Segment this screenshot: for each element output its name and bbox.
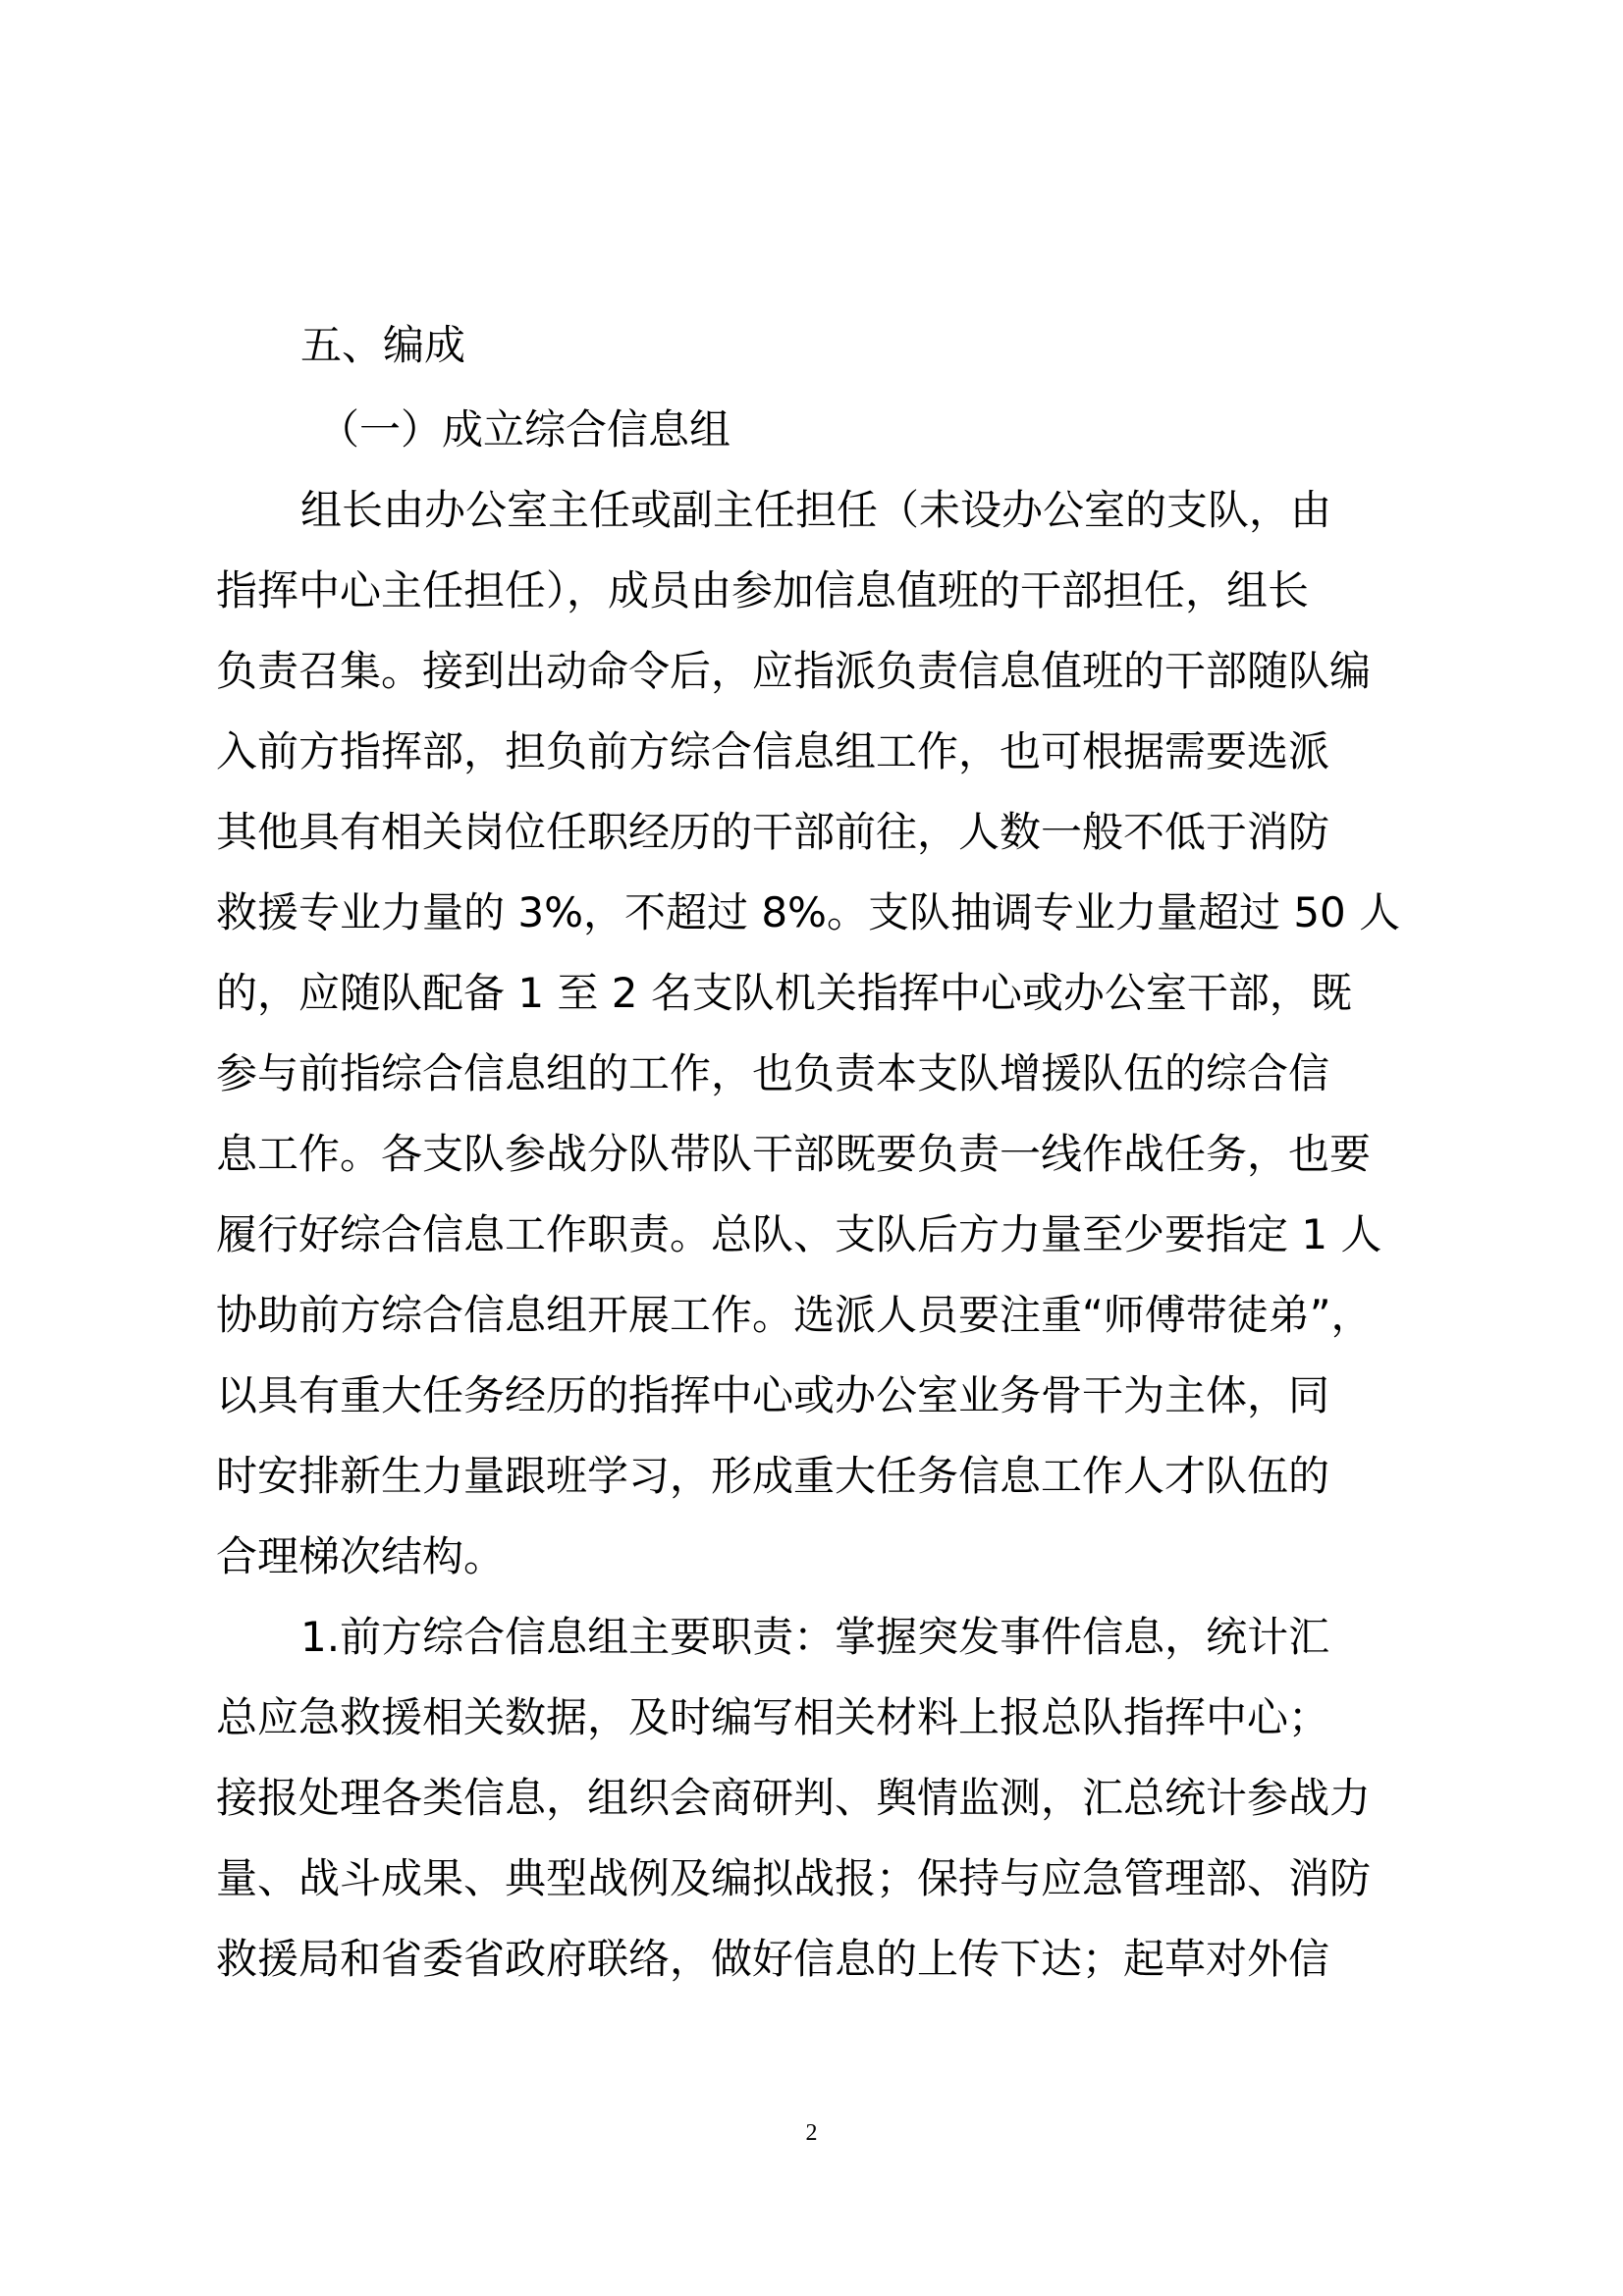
paragraph-line: 救援局和省委省政府联络，做好信息的上传下达；起草对外信: [216, 1935, 1330, 1983]
paragraph-line: 救援专业力量的 3%，不超过 8%。支队抽调专业力量超过 50 人: [216, 888, 1401, 936]
paragraph-line: 接报处理各类信息，组织会商研判、舆情监测，汇总统计参战力: [216, 1774, 1372, 1822]
paragraph-line: 以具有重大任务经历的指挥中心或办公室业务骨干为主体，同: [216, 1371, 1330, 1419]
section-heading: 五、编成: [300, 321, 466, 369]
paragraph-line: 指挥中心主任担任），成员由参加信息值班的干部担任，组长: [216, 566, 1310, 614]
paragraph-line: 时安排新生力量跟班学习，形成重大任务信息工作人才队伍的: [216, 1452, 1330, 1500]
paragraph-line: 组长由办公室主任或副主任担任（未设办公室的支队，由: [300, 486, 1332, 534]
paragraph-line: 入前方指挥部，担负前方综合信息组工作，也可根据需要选派: [216, 727, 1330, 775]
paragraph-line: 1.前方综合信息组主要职责：掌握突发事件信息，统计汇: [300, 1613, 1330, 1661]
paragraph-line: 的，应随队配备 1 至 2 名支队机关指挥中心或办公室干部，既: [216, 969, 1352, 1017]
paragraph-line: 量、战斗成果、典型战例及编拟战报；保持与应急管理部、消防: [216, 1854, 1372, 1902]
page-number: 2: [805, 2120, 818, 2146]
paragraph-line: 息工作。各支队参战分队带队干部既要负责一线作战任务，也要: [216, 1130, 1372, 1178]
paragraph-line: 总应急救援相关数据，及时编写相关材料上报总队指挥中心；: [216, 1693, 1330, 1741]
subsection-heading: （一）成立综合信息组: [318, 405, 731, 454]
paragraph-line: 协助前方综合信息组开展工作。选派人员要注重“师傅带徒弟”，: [216, 1291, 1373, 1339]
paragraph-line: 合理梯次结构。: [216, 1532, 506, 1580]
paragraph-line: 负责召集。接到出动命令后，应指派负责信息值班的干部随队编: [216, 647, 1372, 695]
paragraph-line: 参与前指综合信息组的工作，也负责本支队增援队伍的综合信: [216, 1049, 1330, 1097]
paragraph-line: 其他具有相关岗位任职经历的干部前往，人数一般不低于消防: [216, 808, 1330, 856]
paragraph-line: 履行好综合信息工作职责。总队、支队后方力量至少要指定 1 人: [216, 1210, 1382, 1258]
